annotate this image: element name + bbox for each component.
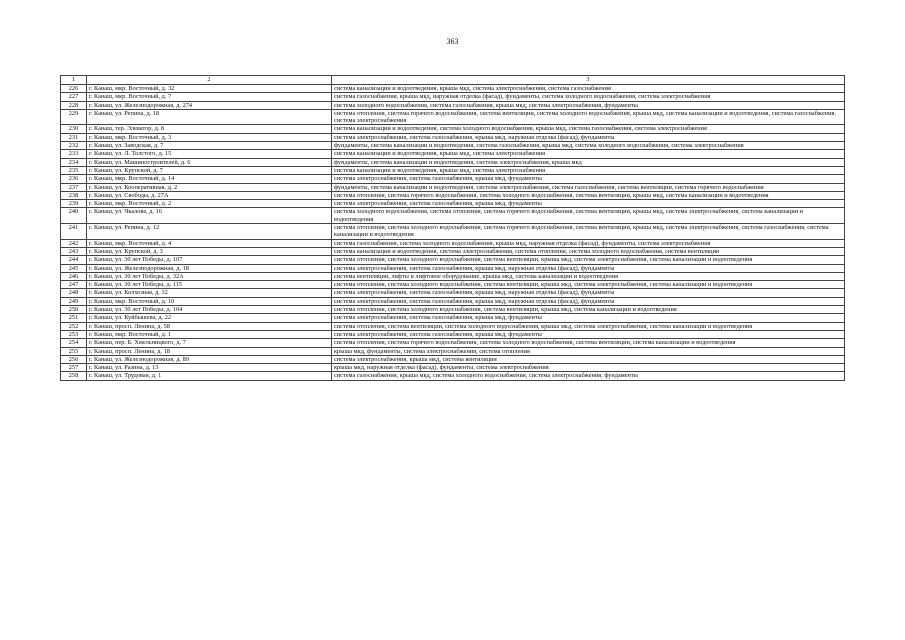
- table-row: [61, 175, 845, 183]
- row-works-list: система канализации и водоотведения, система электроснабжения, система отопления, система холодного водоснабжения, система вентиляции: [332, 247, 845, 255]
- column-number-row: [61, 76, 845, 85]
- row-works-list: система отопления, система вентиляции, система холодного водоснабжения, крыша мкд, система электроснабжения, система канализации и водоотведения: [332, 322, 845, 330]
- row-number: 232: [61, 142, 87, 150]
- row-address: г. Канаш, ул. Чкалова, д. 16: [87, 208, 332, 224]
- row-address: г. Канаш, ул. Репина, д. 18: [87, 109, 332, 125]
- row-number: 240: [61, 208, 87, 224]
- table-row: [61, 93, 845, 101]
- row-works-list: система электроснабжения, система газоснабжения, крыша мкд, наружная отделка (фасад), фундаменты: [332, 133, 845, 141]
- row-address: г. Канаш, ул. 30 лет Победы, д. 104: [87, 306, 332, 314]
- row-works-list: система газоснабжения, крыша мкд, система холодного водоснабжения, система электроснабжения, фундаменты: [332, 372, 845, 380]
- row-address: г. Канаш, мкр. Восточный, д. 4: [87, 239, 332, 247]
- row-address: г. Канаш, мкр. Восточный, д. 3: [87, 133, 332, 141]
- table-row: [61, 372, 845, 380]
- row-number: 242: [61, 239, 87, 247]
- row-address: г. Канаш, ул. Железнодорожная, д. 18: [87, 264, 332, 272]
- row-number: 234: [61, 158, 87, 166]
- column-header-3: 3: [332, 76, 845, 85]
- row-works-list: система газоснабжения, система холодного водоснабжения, крыша мкд, наружная отделка (фасад), фундаменты, система электроснабжения: [332, 239, 845, 247]
- row-number: 244: [61, 256, 87, 264]
- table-row: [61, 166, 845, 174]
- row-address: г. Канаш, мкр. Восточный, д. 10: [87, 297, 332, 305]
- row-number: 248: [61, 289, 87, 297]
- row-works-list: система электроснабжения, система газоснабжения, крыша мкд, наружная отделка (фасад), фундаменты: [332, 297, 845, 305]
- row-address: г. Канаш, ул. 30 лет Победы, д. 115: [87, 281, 332, 289]
- row-address: г. Канаш, просп. Ленина, д. 58: [87, 322, 332, 330]
- row-address: г. Канаш, ул. Куйбышева, д. 22: [87, 314, 332, 322]
- table-row: [61, 256, 845, 264]
- row-works-list: система газоснабжения, крыша мкд, наружная отделка (фасад), фундаменты, система холодного водоснабжения, система электроснабжения: [332, 93, 845, 101]
- table-row: [61, 183, 845, 191]
- table-row: [61, 101, 845, 109]
- table-row: [61, 339, 845, 347]
- row-address: г. Канаш, мкр. Восточный, д. 7: [87, 93, 332, 101]
- row-address: г. Канаш, ул. Свободы, д. 27А: [87, 191, 332, 199]
- row-address: г. Канаш, ул. Крупской, д. 3: [87, 247, 332, 255]
- row-number: 253: [61, 330, 87, 338]
- table-row: [61, 158, 845, 166]
- row-works-list: система отопления, система холодного водоснабжения, система вентиляции, крыша мкд, система канализации и водоотведения: [332, 306, 845, 314]
- table-row: [61, 355, 845, 363]
- row-number: 231: [61, 133, 87, 141]
- row-address: г. Канаш, мкр. Восточный, д. 2: [87, 200, 332, 208]
- row-address: г. Канаш, ул. Железнодорожная, д. 89: [87, 355, 332, 363]
- row-works-list: система канализации и водоотведения, система холодного водоснабжения, крыша мкд, система газоснабжения, система электроснабжения: [332, 125, 845, 133]
- row-number: 249: [61, 297, 87, 305]
- row-address: г. Канаш, ул. Заводская, д. 7: [87, 142, 332, 150]
- table-row: [61, 347, 845, 355]
- row-address: г. Канаш, пер. Б. Хмельницкого, д. 7: [87, 339, 332, 347]
- row-number: 257: [61, 364, 87, 372]
- table-row: [61, 142, 845, 150]
- row-number: 230: [61, 125, 87, 133]
- row-number: 255: [61, 347, 87, 355]
- table-row: [61, 364, 845, 372]
- row-works-list: крыша мкд, фундаменты, система электроснабжения, система отопления: [332, 347, 845, 355]
- row-works-list: система отопления, система горячего водоснабжения, система холодного водоснабжения, система вентиляции, система канализации и водоотведения: [332, 339, 845, 347]
- row-works-list: система отопления, система холодного водоснабжения, система вентиляции, крыша мкд, система электроснабжения, система канализации и водоотведения: [332, 281, 845, 289]
- row-works-list: система отопления, система горячего водоснабжения, система вентиляции, система холодного водоснабжения, крыша мкд, система канализации и водоотведения, система газоснабжения, система электроснабжения: [332, 109, 845, 125]
- row-number: 252: [61, 322, 87, 330]
- row-works-list: система канализации и водоотведения, крыша мкд, система электроснабжения: [332, 150, 845, 158]
- row-address: г. Канаш, ул. Железнодорожная, д. 274: [87, 101, 332, 109]
- housing-repair-table: [60, 75, 845, 381]
- column-header-1: 1: [61, 76, 87, 85]
- row-works-list: фундаменты, система канализации и водоотведения, система электроснабжения, крыша мкд: [332, 158, 845, 166]
- row-address: г. Канаш, ул. Колхозная, д. 32: [87, 289, 332, 297]
- table-row: [61, 330, 845, 338]
- page-number: 363: [446, 37, 459, 46]
- table-row: [61, 314, 845, 322]
- row-number: 258: [61, 372, 87, 380]
- table-row: [61, 208, 845, 224]
- row-works-list: система электроснабжения, система газоснабжения, крыша мкд, фундаменты: [332, 314, 845, 322]
- row-works-list: система холодного водоснабжения, система газоснабжения, крыша мкд, система электроснабжения, фундаменты: [332, 101, 845, 109]
- row-works-list: система электроснабжения, система газоснабжения, крыша мкд, фундаменты: [332, 175, 845, 183]
- table-row: [61, 125, 845, 133]
- row-number: 237: [61, 183, 87, 191]
- row-address: г. Канаш, мкр. Восточный, д. 1: [87, 330, 332, 338]
- table-row: [61, 272, 845, 280]
- row-number: 235: [61, 166, 87, 174]
- row-number: 246: [61, 272, 87, 280]
- table-row: [61, 224, 845, 240]
- row-number: 250: [61, 306, 87, 314]
- row-works-list: система электроснабжения, крыша мкд, система вентиляции: [332, 355, 845, 363]
- row-works-list: система канализации и водоотведения, крыша мкд, система электроснабжения: [332, 166, 845, 174]
- row-works-list: фундаменты, система канализации и водоотведения, система газоснабжения, крыша мкд, система холодного водоснабжения, система электроснабжения: [332, 142, 845, 150]
- row-number: 251: [61, 314, 87, 322]
- row-number: 236: [61, 175, 87, 183]
- row-number: 238: [61, 191, 87, 199]
- table-row: [61, 150, 845, 158]
- row-number: 228: [61, 101, 87, 109]
- row-number: 245: [61, 264, 87, 272]
- table-row: [61, 264, 845, 272]
- row-address: г. Канаш, мкр. Восточный, д. 32: [87, 85, 332, 93]
- table-body: [61, 85, 845, 381]
- table-row: [61, 133, 845, 141]
- row-works-list: система отопления, система холодного водоснабжения, система горячего водоснабжения, система вентиляции, крыша мкд, система электроснабжения, система газоснабжения, система канализации и водоотведения: [332, 224, 845, 240]
- row-works-list: система электроснабжения, система газоснабжения, крыша мкд, фундаменты: [332, 200, 845, 208]
- row-address: г. Канаш, просп. Ленина, д. 18: [87, 347, 332, 355]
- column-header-2: 2: [87, 76, 332, 85]
- row-number: 256: [61, 355, 87, 363]
- table-row: [61, 289, 845, 297]
- row-address: г. Канаш, ул. Трудовая, д. 1: [87, 372, 332, 380]
- table-row: [61, 191, 845, 199]
- table-row: [61, 306, 845, 314]
- row-number: 227: [61, 93, 87, 101]
- table-row: [61, 297, 845, 305]
- row-works-list: крыша мкд, наружная отделка (фасад), фундаменты, система электроснабжения: [332, 364, 845, 372]
- table-row: [61, 239, 845, 247]
- row-number: 226: [61, 85, 87, 93]
- row-works-list: система холодного водоснабжения, система отопления, система горячего водоснабжения, система вентиляции, крыша мкд, система электроснабжения, система канализации и водоотведения: [332, 208, 845, 224]
- row-number: 254: [61, 339, 87, 347]
- row-works-list: система электроснабжения, система газоснабжения, крыша мкд, наружная отделка (фасад), фундаменты: [332, 264, 845, 272]
- table-row: [61, 109, 845, 125]
- table-row: [61, 85, 845, 93]
- row-address: г. Канаш, ул. Разина, д. 13: [87, 364, 332, 372]
- row-works-list: система отопления, система горячего водоснабжения, система холодного водоснабжения, система вентиляции, крыша мкд, система канализации и водоотведения: [332, 191, 845, 199]
- row-works-list: система канализации и водоотведения, крыша мкд, система электроснабжения, система газоснабжения: [332, 85, 845, 93]
- row-address: г. Канаш, ул. Л. Толстого, д. 15: [87, 150, 332, 158]
- row-address: г. Канаш, тер. Элеватор, д. 8: [87, 125, 332, 133]
- row-address: г. Канаш, ул. 30 лет Победы, д. 32А: [87, 272, 332, 280]
- row-address: г. Канаш, ул. Машиностроителей, д. 6: [87, 158, 332, 166]
- row-address: г. Канаш, ул. 30 лет Победы, д. 107: [87, 256, 332, 264]
- row-works-list: система электроснабжения, система газоснабжения, крыша мкд, наружная отделка (фасад), фундаменты: [332, 289, 845, 297]
- row-works-list: система вентиляции, лифты и лифтовое оборудование, крыша мкд, система канализации и водоотведения: [332, 272, 845, 280]
- table-row: [61, 281, 845, 289]
- row-number: 241: [61, 224, 87, 240]
- row-works-list: фундаменты, система канализации и водоотведения, система электроснабжения, система газоснабжения, система вентиляции, система горячего водоснабжения: [332, 183, 845, 191]
- row-address: г. Канаш, ул. Крупской, д. 7: [87, 166, 332, 174]
- row-works-list: система отопления, система холодного водоснабжения, система вентиляции, крыша мкд, система электроснабжения, система канализации и водоотведения: [332, 256, 845, 264]
- table-row: [61, 247, 845, 255]
- table-row: [61, 200, 845, 208]
- row-address: г. Канаш, ул. Репина, д. 12: [87, 224, 332, 240]
- row-number: 247: [61, 281, 87, 289]
- table-row: [61, 322, 845, 330]
- row-works-list: система электроснабжения, система газоснабжения, крыша мкд, фундаменты: [332, 330, 845, 338]
- row-address: г. Канаш, мкр. Восточный, д. 14: [87, 175, 332, 183]
- row-number: 233: [61, 150, 87, 158]
- row-address: г. Канаш, ул. Кооперативная, д. 2: [87, 183, 332, 191]
- row-number: 239: [61, 200, 87, 208]
- row-number: 229: [61, 109, 87, 125]
- row-number: 243: [61, 247, 87, 255]
